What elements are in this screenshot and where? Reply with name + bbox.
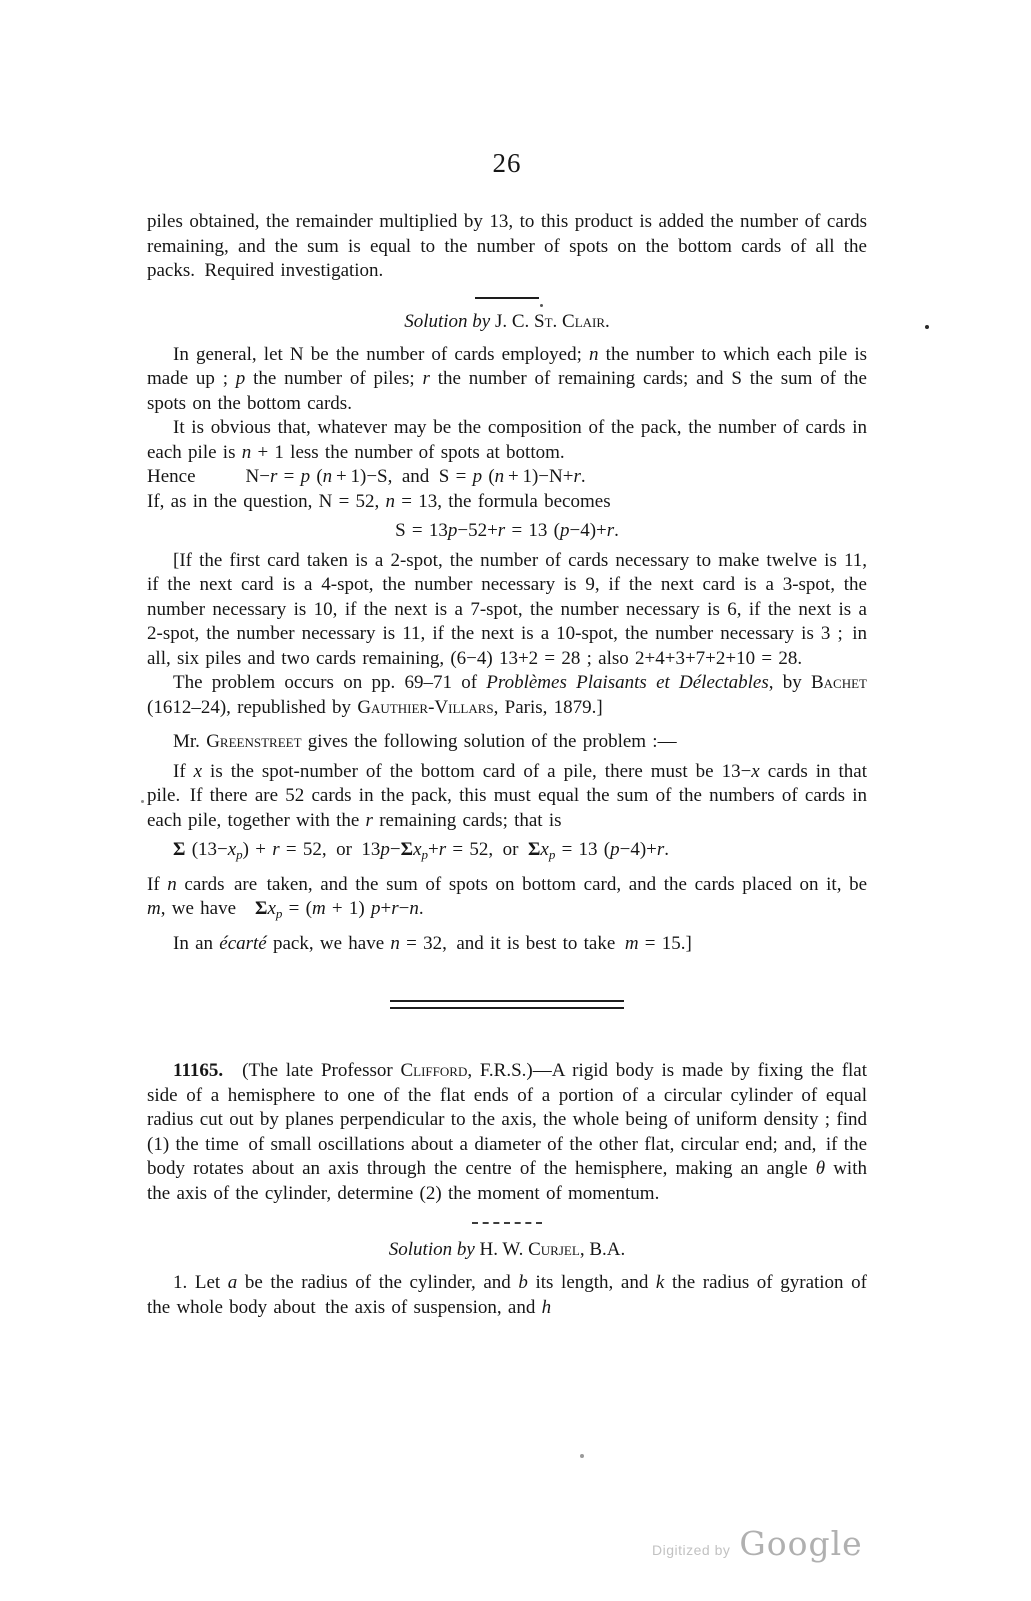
text-segment: r [438,839,447,860]
text-segment: Σ [255,898,268,919]
text-segment: x [267,898,276,919]
text-segment: m [147,898,161,919]
text-segment: x [193,760,203,782]
section-rule-dashed [472,1222,542,1224]
text-segment: It is obvious that, whatever may be the composition of the pack, the number of cards in each pile is [147,417,867,463]
text-segment: is the spot-number of the bottom card of a pile, there must be 13− [202,760,752,782]
text-segment: θ [815,1158,826,1179]
text-segment: = 32, and it is best to take [399,932,625,954]
text-segment: In an [173,932,220,954]
text-blocks [147,210,867,1320]
text-segment: . [580,466,586,487]
watermark-prefix-label: Digitized by [652,1542,731,1558]
text-segment: r [272,839,280,860]
text-segment: [If the first card taken is a 2-spot, the number of cards necessary to make twelve is 11, if the next card is a 4-spot, the number necessary is 9, if the next card is a 3-spot, the number necessary is 10, if the next is a 7-spot, the number necessary is 6, if the next is a 2-spot, the number necessary is 11, if the next is a 10-spot, the number necessary is 3 ; in all, six piles and two cards remaining, (6−4) 13+2 = 28 ; also 2+4+3+7+2+10 = 28. [147,549,867,669]
text-segment: (The late Professor [223,1060,401,1081]
paragraph-if-question [147,490,867,515]
text-segment: = ( [282,898,312,919]
paragraph-greenstreet [147,730,867,755]
text-segment: J. C. [494,310,535,332]
text-segment: , by [768,672,811,693]
text-segment: − [389,839,401,860]
text-segment: r [656,839,665,860]
subscript-text: p [275,906,283,921]
text-segment: = 15.] [638,932,692,954]
text-segment: the number to which each pile is made up ; [147,343,867,389]
text-segment: Σ [173,839,186,860]
text-segment: n [241,441,252,463]
text-segment: . [418,898,424,919]
text-segment: its length, and [527,1272,656,1293]
formula-s-13p [147,519,867,544]
text-segment: Curjel [528,1239,580,1260]
text-segment: m [311,898,326,919]
text-segment: x [540,839,549,860]
digitized-by-google-watermark [652,1524,863,1563]
text-segment: Σ [527,839,541,860]
text-segment: r [391,898,399,919]
text-segment: n [589,343,599,365]
text-segment: Solution by [404,310,495,332]
text-segment: = 13, the formula becomes [395,490,611,512]
text-segment: p [300,466,311,487]
text-segment: pack, we have [266,932,391,954]
text-segment: = 52, or [446,839,528,860]
paragraph-if-x [147,760,867,834]
text-segment: . [664,839,670,860]
text-segment: If, as in the question, N = 52, [147,490,386,512]
text-segment: n [390,932,400,954]
text-column [147,146,867,1320]
text-segment: + [380,898,392,919]
text-segment: ( [310,466,323,487]
text-segment: r [422,368,430,389]
text-segment: a [227,1272,238,1293]
text-segment: = 13 ( [555,839,611,860]
paragraph-ecarte [147,932,867,957]
text-segment: remaining cards; that is [372,809,562,831]
text-segment: x [227,839,237,860]
text-segment: Σ [400,839,414,860]
text-segment: n [385,490,396,512]
subscript-text: p [548,847,556,862]
text-segment: p [370,898,381,919]
text-segment: −4)+ [619,839,657,860]
text-segment: n [409,898,419,919]
text-segment: (13− [185,839,228,860]
text-segment: p [472,466,483,487]
text-segment: Hence N− [147,466,270,487]
text-segment: H. W. [479,1239,529,1260]
text-segment: (1612–24), republished by [147,696,358,718]
text-segment: Clifford [400,1060,468,1081]
paragraph-problem-11165 [147,1059,867,1206]
scan-speck [925,325,929,329]
text-segment: r [573,466,581,487]
subscript-text: p [421,847,429,862]
paragraph-continuation [147,210,867,284]
text-segment: If [173,760,194,782]
text-segment: x [751,760,760,782]
paragraph-let-a [147,1271,867,1320]
text-segment: x [413,839,422,860]
page-number: 26 [492,148,522,178]
text-segment: with the axis of the cylinder, determine (2) the moment of momentum. [147,1158,867,1204]
text-segment: r [269,466,278,487]
text-segment: k [655,1272,665,1293]
text-segment: n [322,466,333,487]
text-segment: Mr. [173,731,207,752]
text-segment: If [147,873,168,895]
text-segment: The problem occurs on pp. 69–71 of [173,672,487,693]
scan-speck [141,800,144,803]
paragraph-bracket-cards [147,549,867,672]
text-segment: b [518,1272,528,1293]
text-segment: , Paris, 1879.] [493,696,603,718]
formula-sigma [147,838,867,868]
text-segment: p [235,368,246,389]
text-segment: r [365,809,373,831]
text-segment: , B.A. [579,1239,626,1260]
text-segment: r [606,520,615,541]
text-segment: p [380,839,390,860]
text-segment: n [494,466,505,487]
paragraph-problem-occurs [147,671,867,720]
text-segment: S = 13 [395,520,448,541]
text-segment: p [560,520,570,541]
text-segment: − [398,898,410,919]
text-segment: piles obtained, the remainder multiplied by 13, to this product is added the number of cards remaining, and the sum is equal to the number of spots on the bottom cards of all the packs. Required investigation. [147,211,867,281]
text-segment: r [497,520,506,541]
text-segment: , we have [160,898,256,919]
solution-heading-st-clair [147,310,867,334]
text-segment: 11165. [173,1060,224,1081]
solution-heading-curjel [147,1238,867,1262]
text-segment: m [624,932,639,954]
text-segment: p [610,839,620,860]
text-segment: St. Clair. [534,310,610,332]
text-segment: Greenstreet [206,731,302,752]
text-segment: = 52, or 13 [279,839,381,860]
text-segment: + 1)−S, and S = [332,466,473,487]
text-segment: the radius of gyration of the whole body about the axis of suspension, and [147,1272,867,1318]
paragraph-it-is-obvious [147,416,867,465]
text-segment: ( [482,466,495,487]
text-segment: = 13 ( [505,520,560,541]
text-segment: the number of remaining cards; and S the sum of the spots on the bottom cards. [147,368,867,414]
text-segment: be the radius of the cylinder, and [237,1272,519,1293]
formula-hence [147,465,867,490]
text-segment: Problèmes Plaisants et Délectables [486,672,769,693]
text-segment: n [167,873,177,895]
text-segment: the number of piles; [245,368,423,389]
text-segment: Gauthier-Villars [357,696,494,718]
text-segment: = [277,466,301,487]
text-segment: 1. Let [173,1272,228,1293]
text-segment: gives the following solution of the problem :— [301,731,677,752]
text-segment: écarté [219,932,267,954]
subscript-text: p [236,847,243,862]
text-segment: cards are taken, and the sum of spots on bottom card, and the cards placed on it, be [176,873,867,895]
text-segment: −4)+ [569,520,607,541]
section-divider-double-rule [390,1000,624,1009]
section-rule [475,297,539,299]
google-logo: Google [739,1524,863,1563]
text-segment: In general, let N be the number of cards employed; [173,343,590,365]
text-segment: + 1 less the number of spots at bottom. [251,441,565,463]
paragraph-if-n-cards [147,873,867,927]
scan-speck [580,1454,584,1458]
text-segment: h [541,1296,552,1318]
text-segment: −52+ [457,520,498,541]
text-segment: + 1)−N+ [504,466,574,487]
text-segment: + 1) [325,898,371,919]
scan-speck [540,304,543,307]
text-segment: cards in that pile. If there are 52 cards in the pack, this must equal the sum of the numbers of cards in each pile, together with the [147,760,867,831]
paragraph-in-general [147,343,867,417]
text-segment: Bachet [810,672,867,693]
text-segment: p [447,520,458,541]
text-segment: + [428,839,439,860]
text-segment: . [614,520,619,541]
text-segment: Solution by [388,1239,480,1260]
text-segment: ) + [242,839,273,860]
text-segment: , F.R.S.)—A rigid body is made by fixing the flat side of a hemisphere to one of the flat ends of a portion of a circular cylinder of equal radius cut out by planes perpendicular to the axis, the whole being of uniform density ; find (1) the time of small oscillations about a diameter of the other flat, circular end; and, if the body rotates about an axis through the centre of the hemisphere, making an angle [147,1060,868,1179]
